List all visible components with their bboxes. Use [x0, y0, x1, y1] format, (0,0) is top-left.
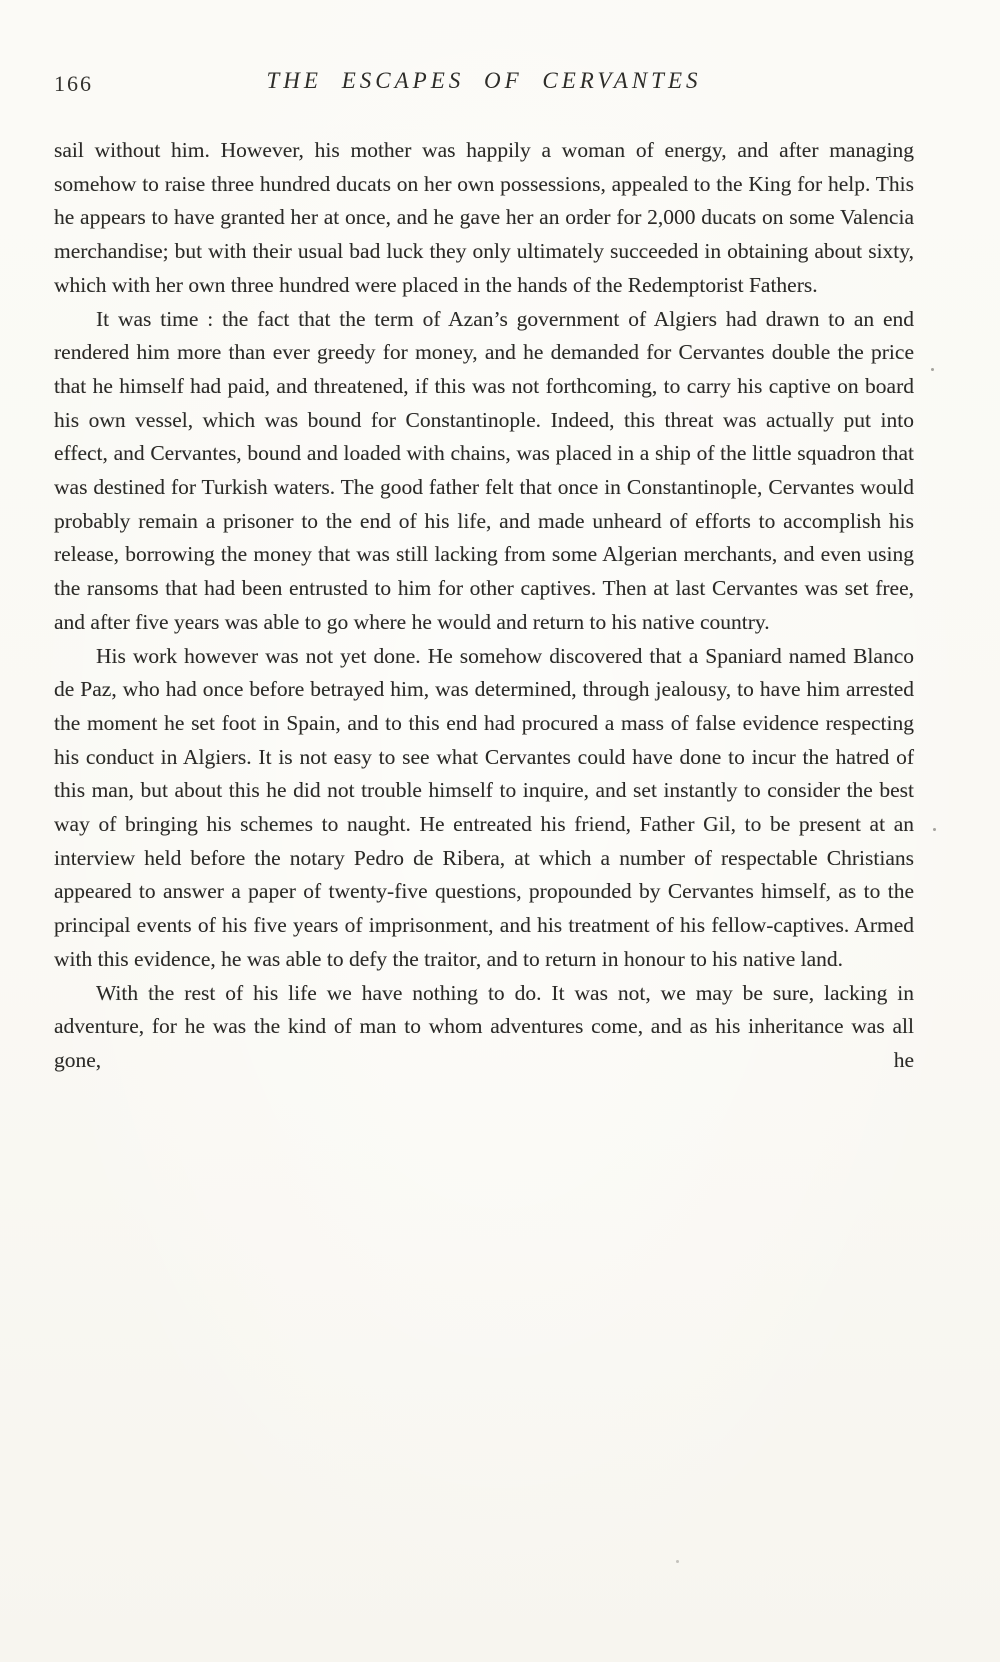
scan-artifact	[676, 1560, 679, 1563]
page-number: 166	[54, 71, 93, 96]
scan-artifact	[933, 828, 936, 831]
book-page	[54, 68, 914, 1078]
running-title: THE ESCAPES OF CERVANTES	[266, 68, 702, 93]
scan-artifact	[931, 368, 934, 371]
page-header	[54, 68, 914, 104]
paragraph: sail without him. However, his mother was happily a woman of energy, and after managing somehow to raise three hundred ducats on her own possessions, appealed to the King for help. This he appears to have granted her at once, and he gave her an order for 2,000 ducats on some Valencia merchandise; but with their usual bad luck they only ultimately succeeded in obtaining about sixty, which with her own three hundred were placed in the hands of the Redemptorist Fathers.	[54, 138, 914, 297]
paragraph: His work however was not yet done. He somehow discovered that a Spaniard named Blanco de Paz, who had once before betrayed him, was determined, through jealousy, to have him arrested the moment he set foot in Spain, and to this end had procured a mass of false evidence respecting his conduct in Algiers. It is not easy to see what Cervantes could have done to incur the hatred of this man, but about this he did not trouble himself to inquire, and set instantly to consider the best way of bringing his schemes to naught. He entreated his friend, Father Gil, to be present at an interview held before the notary Pedro de Ribera, at which a number of respectable Christians appeared to answer a paper of twenty-five questions, propounded by Cervantes himself, as to the principal events of his five years of imprisonment, and his treatment of his fellow-captives. Armed with this evidence, he was able to defy the traitor, and to return in honour to his native land.	[54, 643, 914, 971]
paragraph: With the rest of his life we have nothing to do. It was not, we may be sure, lacking in adventure, for he was the kind of man to whom adventures come, and as his inheritance was all gone, he	[54, 980, 914, 1072]
paragraph: It was time : the fact that the term of Azan’s government of Algiers had drawn to an end rendered him more than ever greedy for money, and he demanded for Cervantes double the price that he himself had paid, and threatened, if this was not forthcoming, to carry his captive on board his own vessel, which was bound for Constantinople. Indeed, this threat was actually put into effect, and Cervantes, bound and loaded with chains, was placed in a ship of the little squadron that was destined for Turkish waters. The good father felt that once in Constantinople, Cervantes would probably remain a prisoner to the end of his life, and made unheard of efforts to accomplish his release, borrowing the money that was still lacking from some Algerian merchants, and even using the ransoms that had been entrusted to him for other captives. Then at last Cervantes was set free, and after five years was able to go where he would and return to his native country.	[54, 306, 914, 634]
page-body	[54, 134, 914, 1078]
